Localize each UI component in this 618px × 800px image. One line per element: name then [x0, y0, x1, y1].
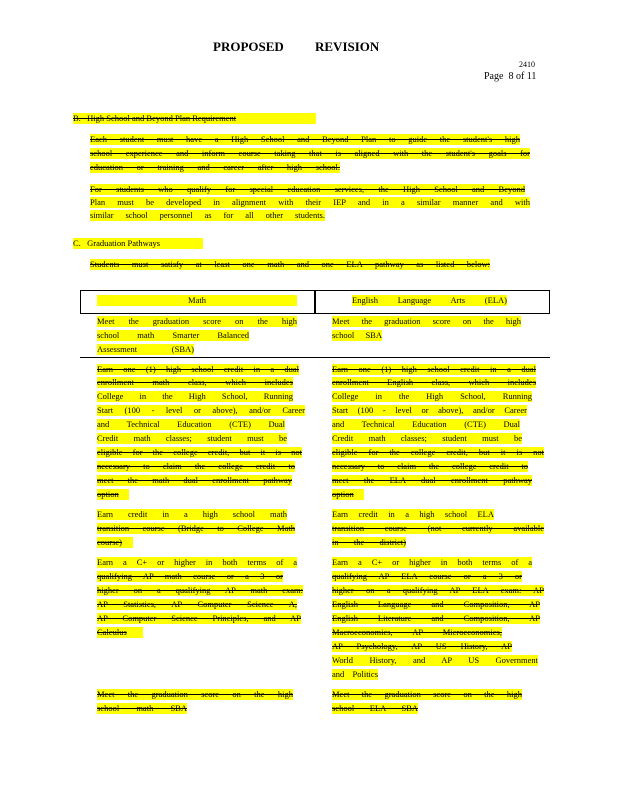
- title-revision: REVISION: [315, 39, 380, 54]
- ela-cell-line: higher on a qualifying AP ELA exam: AP: [332, 585, 544, 595]
- ela-cell-line: English Language and Composition, AP: [332, 599, 540, 609]
- math-cell-line: enrollment math class, which includes: [97, 377, 293, 387]
- math-cell-line: Start (100 - level or above), and/or Career: [97, 405, 305, 415]
- row-divider: [80, 357, 550, 358]
- math-cell-line: meet the math dual enrollment pathway: [97, 475, 292, 485]
- text-line: Plan must be developed in alignment with their IEP and in a similar manner and with: [90, 197, 530, 207]
- ela-cell-line: necessary to claim the college credit to: [332, 461, 528, 471]
- table-header-divider: [314, 291, 316, 313]
- ela-cell-line: Start (100 - level or above), and/or Career: [332, 405, 527, 415]
- ela-cell-line: qualifying AP ELA course or a 3 or: [332, 571, 522, 581]
- header-math: Math: [97, 295, 297, 306]
- ela-cell-line: transition course (not currently available: [332, 523, 544, 533]
- ela-cell-line: option: [332, 489, 364, 500]
- math-cell-line: course): [97, 537, 133, 548]
- ela-cell-line: AP Psychology, AP US History, AP: [332, 641, 512, 651]
- math-cell-line: Meet the graduation score on the high: [97, 689, 293, 699]
- math-cell-line: higher on a qualifying AP math exam:: [97, 585, 303, 595]
- ela-cell-line: Earn credit in a high school ELA: [332, 509, 494, 519]
- header-ela: English Language Arts (ELA): [352, 295, 507, 305]
- ela-cell-line: Meet the graduation score on the high: [332, 316, 521, 326]
- ela-cell-line: World History, and AP US Government: [332, 655, 538, 665]
- math-cell-line: school math Smarter Balanced: [97, 330, 249, 340]
- math-cell-line: eligible for the college credit, but it is not: [97, 447, 302, 457]
- math-cell-line: Calculus: [97, 627, 143, 638]
- text-line: similar school personnel as for all other students.: [90, 210, 325, 220]
- title-proposed: PROPOSED: [213, 39, 284, 54]
- math-cell-line: Earn credit in a high school math: [97, 509, 287, 519]
- section-b-heading: B. High School and Beyond Plan Requirement: [73, 113, 316, 124]
- ela-cell-line: and Politics: [332, 669, 378, 679]
- math-cell-line: Assessment (SBA): [97, 344, 194, 354]
- math-cell-line: transition course (Bridge to College Math: [97, 523, 295, 533]
- ela-cell-line: school SBA: [332, 330, 382, 340]
- ela-cell-line: Earn one (1) high school credit in a dual: [332, 364, 536, 374]
- section-c-heading: C. Graduation Pathways: [73, 238, 203, 249]
- math-cell-line: AP Computer Science Principles, and AP: [97, 613, 301, 623]
- ela-cell-line: enrollment English class, which includes: [332, 377, 536, 387]
- page-number: Page 8 of 11: [484, 71, 537, 82]
- math-cell-line: Meet the graduation score on the high: [97, 316, 297, 326]
- math-cell-line: qualifying AP math course or a 3 or: [97, 571, 283, 581]
- ela-cell-line: Credit math classes; student must be: [332, 433, 522, 443]
- ela-cell-line: school ELA SBA: [332, 703, 418, 713]
- ela-cell-line: Earn a C+ or higher in both terms of a: [332, 557, 532, 567]
- math-cell-line: and Technical Education (CTE) Dual: [97, 419, 285, 429]
- math-cell-line: Credit math classes; student must be: [97, 433, 287, 443]
- math-cell-line: Earn a C+ or higher in both terms of a: [97, 557, 297, 567]
- math-cell-line: College in the High School, Running: [97, 391, 293, 401]
- doc-number: 2410: [519, 60, 535, 69]
- math-cell-line: option: [97, 489, 129, 500]
- ela-cell-line: English Literature and Composition, AP: [332, 613, 540, 623]
- ela-cell-line: eligible for the college credit, but it is not: [332, 447, 544, 457]
- ela-cell-line: Meet the graduation score on the high: [332, 689, 522, 699]
- text-line: For students who qualify for special education services, the High School and Beyond: [90, 184, 525, 194]
- math-cell-line: school math SBA: [97, 703, 187, 713]
- ela-cell-line: College in the High School, Running: [332, 391, 532, 401]
- ela-cell-line: meet the ELA dual enrollment pathway: [332, 475, 532, 485]
- text-line: education or training and career after high school.: [90, 162, 340, 172]
- ela-cell-line: Macroeconomics, AP Microeconomics,: [332, 627, 502, 637]
- math-cell-line: AP Statistics, AP Computer Science A,: [97, 599, 297, 609]
- math-cell-line: Earn one (1) high school credit in a dual: [97, 364, 299, 374]
- text-line: school experience and inform course taking that is aligned with the student's goals for: [90, 148, 530, 158]
- section-c-intro: Students must satisfy at least one math and one ELA pathway as listed below:: [90, 259, 490, 269]
- text-line: Each student must have a High School and Beyond Plan to guide the student's high: [90, 134, 520, 144]
- math-cell-line: necessary to claim the college credit to: [97, 461, 295, 471]
- ela-cell-line: in the district): [332, 537, 406, 547]
- ela-cell-line: and Technical Education (CTE) Dual: [332, 419, 520, 429]
